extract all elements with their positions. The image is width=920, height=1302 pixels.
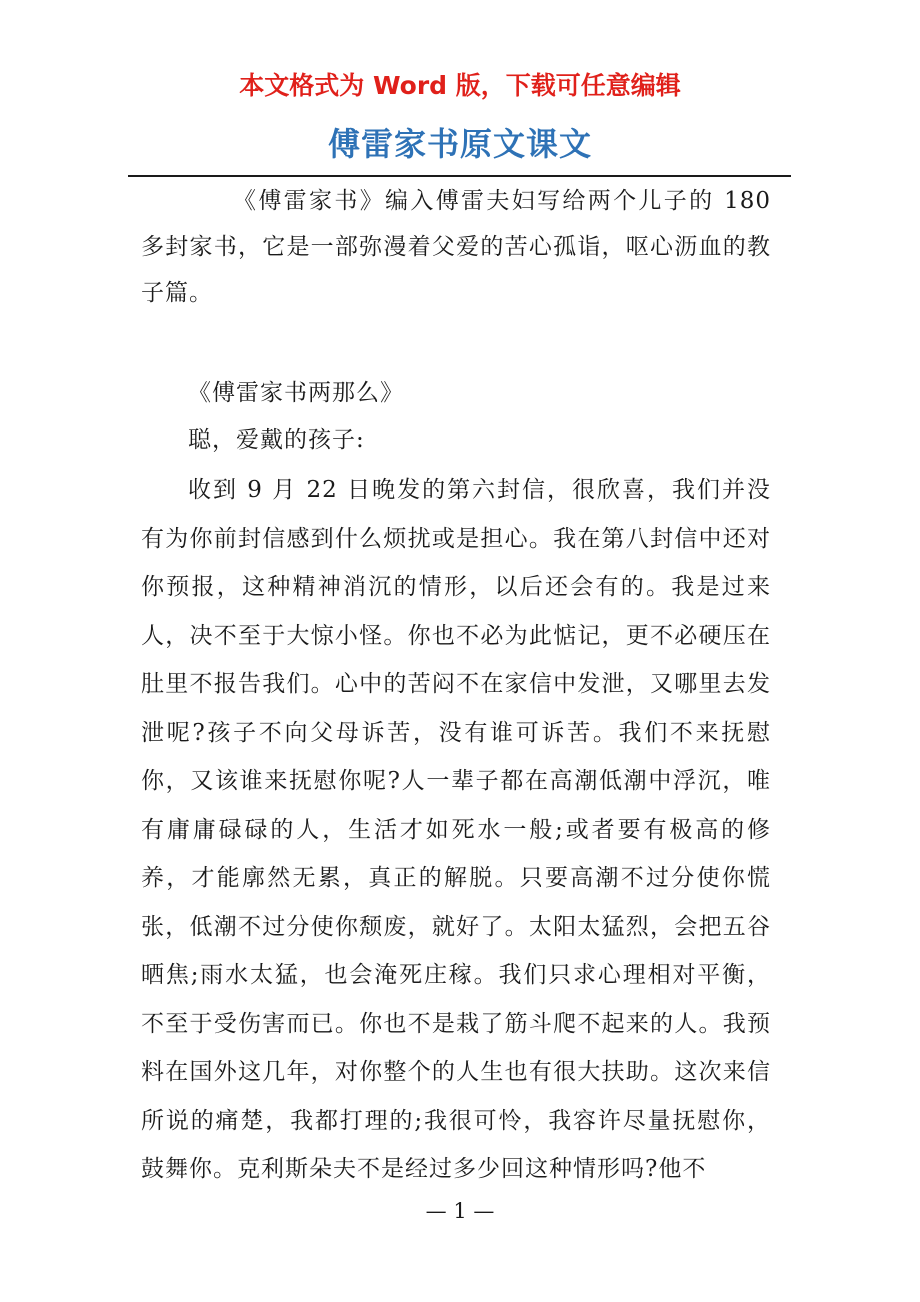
letter-salutation: 聪，爱戴的孩子: — [188, 427, 365, 453]
document-title: 傅雷家书原文课文 — [327, 125, 592, 163]
intro-paragraph: 《傅雷家书》编入傅雷夫妇写给两个儿子的 180 多封家书，它是一部弥漫着父爱的苦心孤诣，呕心沥血的教子篇。 — [141, 188, 771, 306]
format-notice-banner: 本文格式为 Word 版，下载可任意编辑 — [239, 71, 681, 100]
letter-title: 《傅雷家书两那么》 — [188, 380, 404, 406]
letter-body-paragraph: 收到 9 月 22 日晚发的第六封信，很欣喜，我们并没有为你前封信感到什么烦扰或是担心。我在第八封信中还对你预报，这种精神消沉的情形，以后还会有的。我是过来人，决不至于大惊小怪。你也不必为此惦记，更不必硬压在肚里不报告我们。心中的苦闷不在家信中发泄，又哪里去发泄呢?孩子不向父母诉苦，没有谁可诉苦。我们不来抚慰你，又该谁来抚慰你呢?人一辈子都在高潮低潮中浮沉，唯有庸庸碌碌的人，生活才如死水一般;或者要有极高的修养，才能廓然无累，真正的解脱。只要高潮不过分使你慌张，低潮不过分使你颓废，就好了。太阳太猛烈，会把五谷晒焦;雨水太猛，也会淹死庄稼。我们只求心理相对平衡，不至于受伤害而已。你也不是栽了筋斗爬不起来的人。我预料在国外这几年，对你整个的人生也有很大扶助。这次来信所说的痛楚，我都打理的;我很可怜，我容许尽量抚慰你，鼓舞你。克利斯朵夫不是经过多少回这种情形吗?他不 — [141, 477, 771, 1182]
title-divider — [128, 175, 791, 177]
page-number: — 1 — — [425, 1199, 495, 1223]
